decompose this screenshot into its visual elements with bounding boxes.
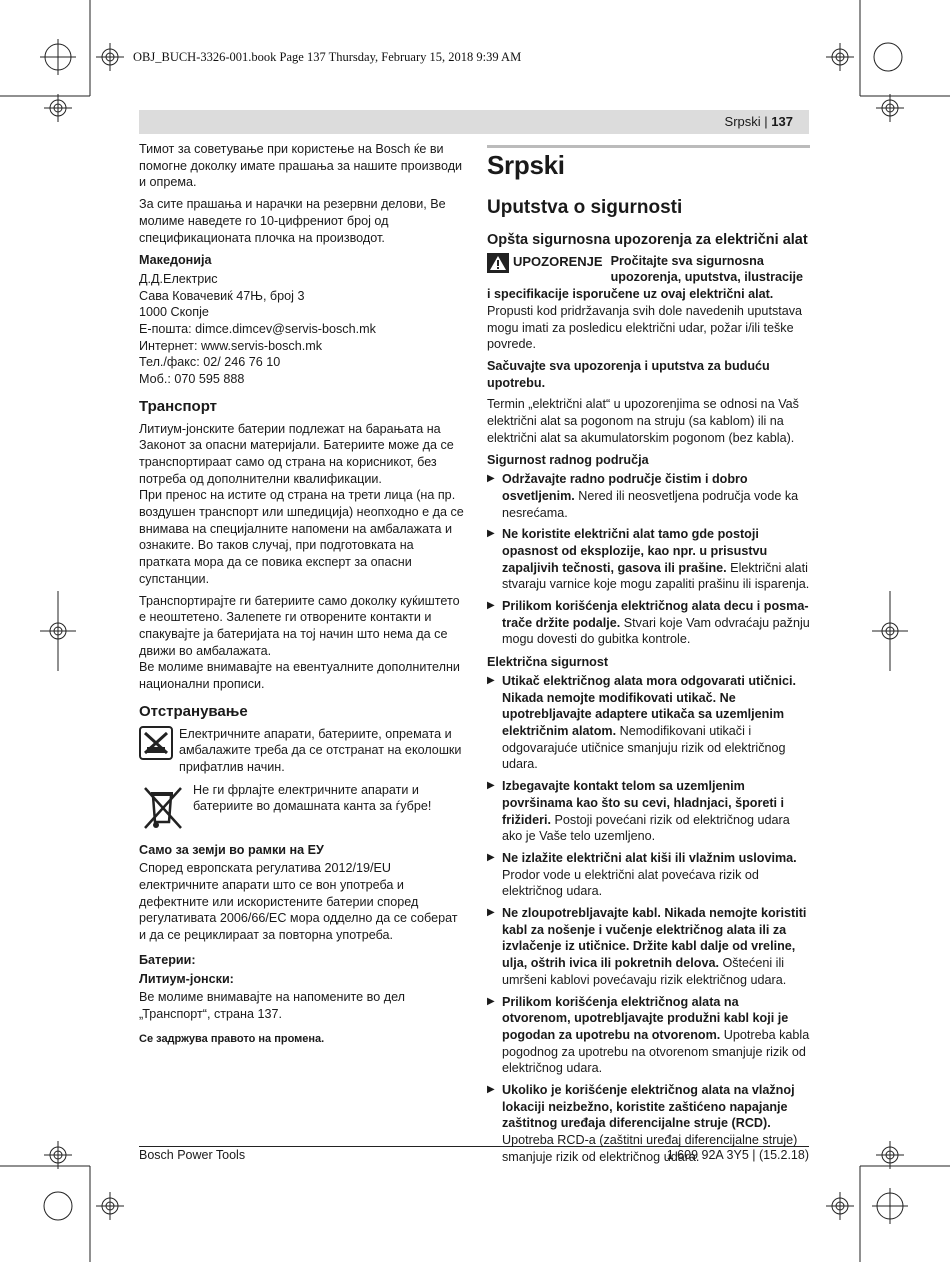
registration-mark-r2: [876, 1141, 904, 1169]
item-bold: Izbegavajte kontakt telom sa uzemljenim površinama kao što su cevi, hladnjaci, šporeti i frižideri.: [502, 779, 785, 827]
registration-mark-rmid: [872, 591, 908, 671]
item-text: Nered ili neosvetljena područja vode ka nesrećama.: [502, 488, 799, 520]
crossed-bin-icon: [139, 782, 187, 832]
registration-mark-l1: [44, 94, 72, 122]
item-text: Prodor vode u električni alat povećava rizik od električnog udara.: [502, 867, 759, 899]
warning-paragraph: [487, 253, 810, 353]
work-area-list: [487, 471, 810, 648]
item-text: Upotreba RCD-a (zaštitni uređaj diferencijalne struje) smanjuje rizik od električnog udara.: [502, 1133, 798, 1164]
bullet-arrow-icon: ▶: [487, 780, 495, 792]
item-text: Stvari koje Vam odvraćaju pažnju mogu dovesti do gubitka kontrole.: [502, 615, 810, 647]
page-header-band: [139, 110, 809, 134]
registration-mark-tl: [40, 39, 76, 75]
list-item: [487, 471, 810, 521]
transport-paragraph: При пренос на истите од страна на трети лица (на пр. воздушен транспорт или шпедиција) неопходно е да се внимава на специјалните напомени на амбалажата и ознаките. Во таков случај, при подготовката на пратката мора да се повика експерт за опасни супстанции.: [139, 488, 464, 586]
item-bold: Ukoliko je korišćenje električnog alata na vlažnoj lokaciji neizbežno, koristite zaštićeno napajanje zaštitnog uređaja diferencijalne struje (RCD).: [502, 1083, 795, 1131]
item-bold: Prilikom korišćenja električnog alata na otvorenom, upotrebljavajte produžni kabl koji je pogodan za upotrebu na otvorenom.: [502, 994, 789, 1042]
warning-bold: Pročitajte sva sigurnosna upozorenja, uputstva, ilustracije i specifikacije isporučene uz ovaj električni alat.: [487, 253, 804, 302]
header-separator: |: [764, 114, 768, 129]
registration-mark-bot-r: [826, 1192, 854, 1220]
eu-paragraph: Според европската регулатива 2012/19/EU електричните апарати што се вон употреба и дефектните или искористените батерии според регулативата 2006/66/EC мора одделно да се соберат и да се рециклираат за повторна употреба.: [139, 861, 458, 943]
right-column: [487, 141, 810, 1171]
item-text: Postoji povećani rizik od električnog udara ako je Vaše telo uzemljeno.: [502, 812, 790, 844]
list-item: [487, 598, 810, 648]
page-header: [725, 114, 793, 129]
eu-heading: Само за земји во рамки на ЕУ: [139, 842, 324, 857]
bullet-arrow-icon: ▶: [487, 674, 495, 686]
bullet-arrow-icon: ▶: [487, 851, 495, 863]
li-ion-paragraph: Ве молиме внимавајте на напомените во дел „Транспорт“, страна 137.: [139, 990, 406, 1021]
item-bold: Ne izlažite električni alat kiši ili vlažnim uslovima.: [502, 850, 797, 865]
warning-badge: [487, 253, 603, 273]
language-title: Srpski: [487, 150, 565, 180]
list-item: [487, 994, 810, 1078]
macedonia-heading: Македонија: [139, 253, 212, 268]
list-item: [487, 850, 810, 900]
list-item: [487, 905, 810, 989]
phone-line: Тел./факс: 02/ 246 76 10: [139, 355, 281, 370]
transport-heading: Транспорт: [139, 397, 218, 415]
list-item: [487, 526, 810, 593]
registration-mark-br: [872, 1188, 908, 1224]
electrical-safety-heading: Električna sigurnost: [487, 655, 609, 670]
list-item: [487, 778, 810, 845]
service-paragraph: Тимот за советување при користење на Bosch ќе ви помогне доколку имате прашања за нашите производи и опрема.: [139, 142, 463, 190]
print-info-line: OBJ_BUCH-3326-001.book Page 137 Thursday, February 15, 2018 9:39 AM: [133, 50, 522, 64]
internet-line: Интернет: www.servis-bosch.mk: [139, 338, 323, 353]
item-text: Upotreba kabla pogodnog za upotrebu na otvorenom smanjuje rizik od električnog udara.: [502, 1027, 810, 1076]
item-bold: Ne zloupotrebljavajte kabl. Nikada nemojte koristiti kabl za nošenje i vučenje električnog alata ili za izvlačenje iz utičnice. Držite kabl dalje od vreline, ulja, oštrih ivica ili pokretnih delova.: [502, 906, 807, 971]
disposal-heading: Отстранување: [139, 702, 248, 720]
spare-parts-paragraph: За сите прашања и нарачки на резервни делови, Ве молиме наведете го 10-цифрениот број од спецификационата плочка на производот.: [139, 197, 446, 245]
footer-rule: [139, 1146, 809, 1147]
safety-title: Uputstva o sigurnosti: [487, 197, 683, 218]
general-warnings-heading: Opšta sigurnosna upozorenja za električni alat: [487, 232, 808, 248]
registration-mark-lmid: [40, 591, 76, 671]
left-column: [139, 141, 465, 1047]
registration-mark-l2: [44, 1141, 72, 1169]
page-number: 137: [771, 114, 793, 129]
bullet-arrow-icon: ▶: [487, 600, 495, 612]
item-bold: Ne koristite električni alat tamo gde postoji opasnost od eksplozije, kao npr. u prisustvu zapaljivih tečnosti, gasova ili prašine.: [502, 527, 768, 575]
keep-instructions: Sačuvajte sva upozorenja i uputstva za buduću upotrebu.: [487, 358, 770, 390]
list-item: [487, 673, 810, 773]
footer-brand: Bosch Power Tools: [139, 1148, 246, 1162]
recycling-icon: [139, 726, 173, 760]
item-bold: Održavajte radno područje čistim i dobro osvetljenim.: [502, 472, 748, 503]
disposal-paragraph: Електричните апарати, батериите, опремата и амбалажите треба да се отстранат на еколошки прифатлив начин.: [179, 726, 462, 774]
disposal-row: [139, 726, 465, 776]
item-bold: Utikač električnog alata mora odgovarati utičnici. Nikada nemojte modifikovati utikač. Ne upotrebljavajte adaptere utikača sa uzemljenim električnim alatom.: [502, 673, 796, 738]
registration-mark-bot: [96, 1192, 124, 1220]
electrical-safety-list: [487, 673, 810, 1166]
item-text: Električni alati stvaraju varnice koje mogu zapaliti prašinu ili isparenja.: [502, 560, 810, 592]
item-text: Nemodifikovani utikači i odgovarajuće utičnice smanjuju rizik od električnog udara.: [502, 723, 786, 772]
work-area-heading: Sigurnost radnog područja: [487, 453, 649, 468]
footer-doc-number: 1 609 92A 3Y5 | (15.2.18): [666, 1148, 809, 1162]
transport-paragraph: Транспортирајте ги батериите само доколку куќиштето е неоштетено. Залепете ги отворените контакти и спакувајте ја батеријата на тој начин што нема да се движи во амбалажата.: [139, 593, 460, 658]
macedonia-address: [139, 271, 465, 388]
warning-label: UPOZORENJE: [513, 254, 603, 270]
address-line: Д.Д.Електрис: [139, 271, 218, 286]
warning-text: Propusti kod pridržavanja svih dole navedenih uputstava mogu imati za posledicu električni udar, požar i/ili teške povrede.: [487, 303, 803, 352]
mobile-line: Моб.: 070 595 888: [139, 372, 245, 387]
registration-mark-tr: [826, 43, 854, 71]
item-bold: Prilikom korišćenja električnog alata decu i posma-trače držite podalje.: [502, 599, 809, 630]
warning-triangle-icon: [487, 253, 509, 273]
li-ion-heading: Литиум-јонски:: [139, 971, 234, 986]
item-text: Oštećeni ili umršeni kablovi povećavaju rizik električnog udara.: [502, 956, 787, 987]
registration-mark-r1: [876, 94, 904, 122]
reserve-note: Се задржува правото на промена.: [139, 1032, 325, 1045]
address-line: 1000 Скопје: [139, 305, 209, 320]
bullet-arrow-icon: ▶: [487, 528, 495, 540]
title-rule: [487, 145, 810, 148]
bullet-arrow-icon: ▶: [487, 995, 495, 1007]
disposal-paragraph: Не ги фрлајте електричните апарати и батериите во домашната канта за ѓубре!: [193, 782, 432, 814]
disposal-row: [139, 782, 465, 832]
header-language: Srpski: [724, 114, 761, 129]
email-line: E-пошта: dimce.dimcev@servis-bosch.mk: [139, 322, 376, 337]
transport-paragraph: Ве молиме внимавајте на евентуалните дополнителни национални прописи.: [139, 660, 460, 692]
address-line: Сава Ковачевиќ 47Њ, број 3: [139, 288, 305, 303]
bullet-arrow-icon: ▶: [487, 473, 495, 485]
registration-mark-top: [96, 43, 124, 71]
bullet-arrow-icon: ▶: [487, 907, 495, 919]
bullet-arrow-icon: ▶: [487, 1084, 495, 1096]
batteries-heading: Батерии:: [139, 952, 196, 967]
term-definition: Termin „električni alat“ u upozorenjima se odnosi na Vaš električni alat sa pogonom na struju (sa kablom) ili na električni alat sa akumulatorskim pogonom (bez kabla).: [487, 397, 799, 445]
transport-paragraph: Литиум-јонските батерии подлежат на барањата на Законот за опасни материјали. Батериите може да се транспортираат само од страна на корисникот, без потреба од дополнителни квалификации.: [139, 421, 454, 486]
